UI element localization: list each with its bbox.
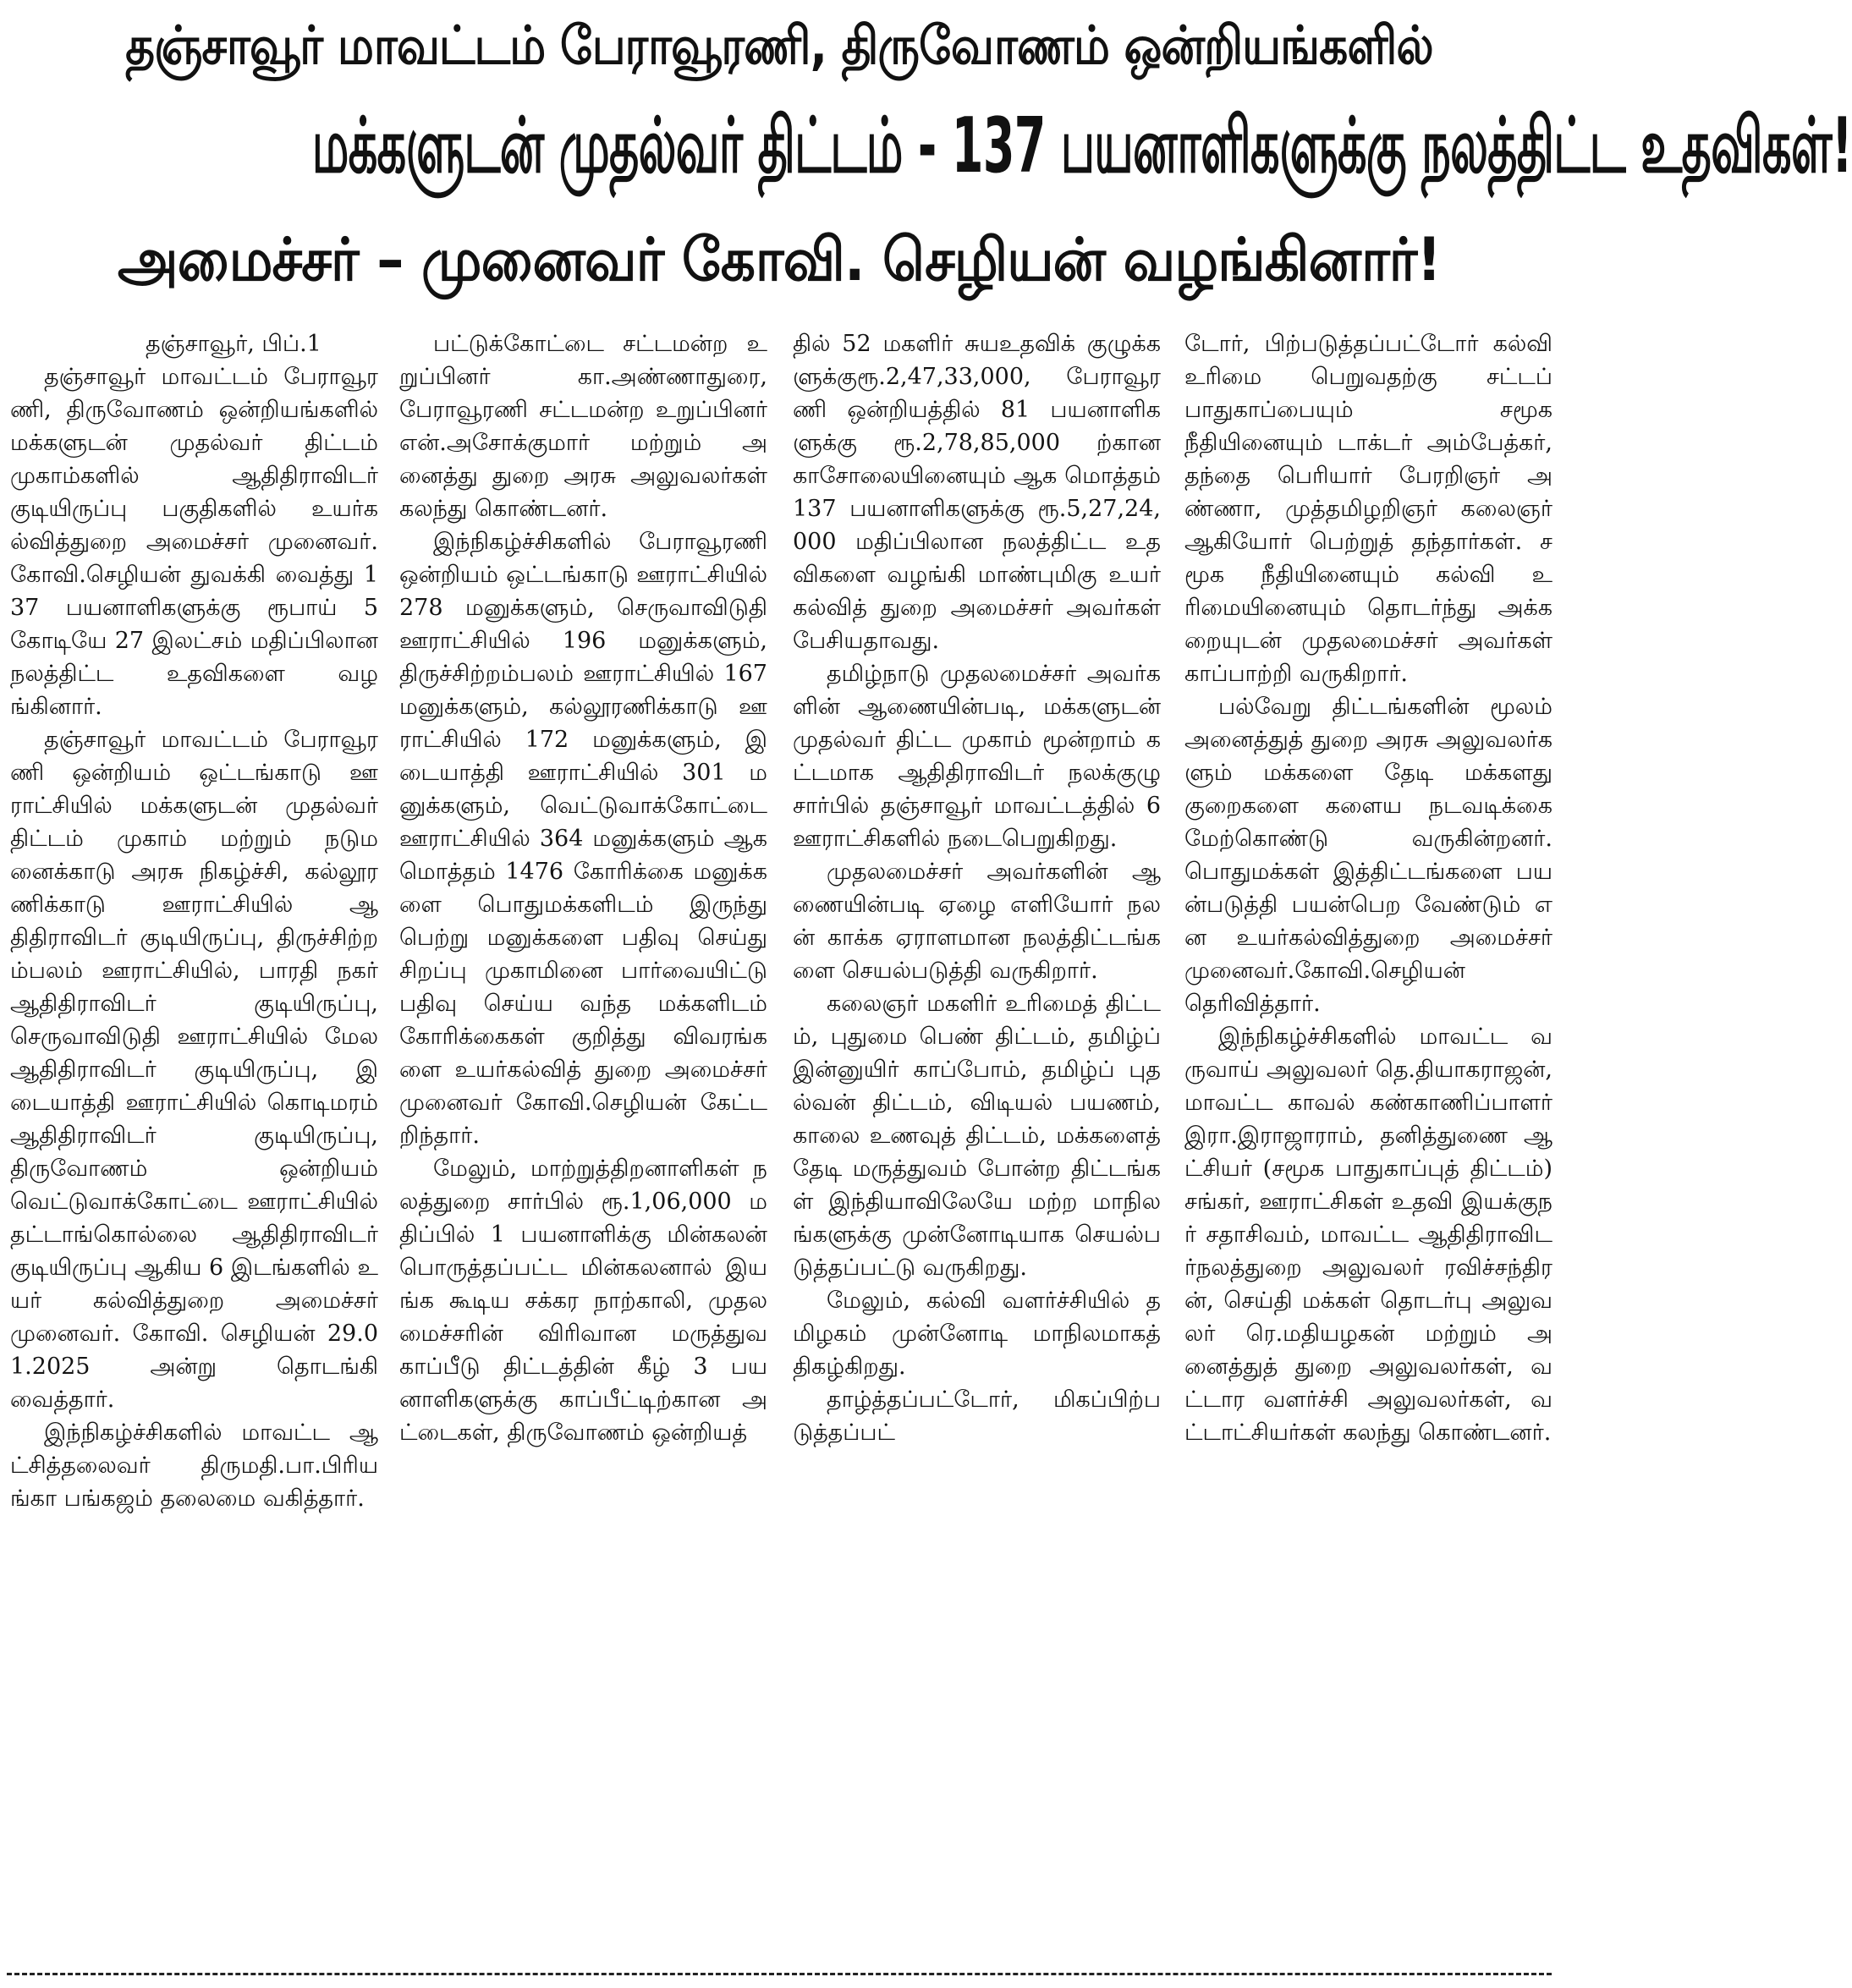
paragraph: தஞ்சாவூர் மாவட்டம் பேராவூரணி, திருவோணம் ஒன்றியங்களில் மக்களுடன் முதல்வர் திட்டம் முகாம்களில் ஆதிதிராவிடர் குடியிருப்பு பகுதிகளில் உயர்கல்வித்துறை அமைச்சர் முனைவர். கோவி.செழியன் துவக்கி வைத்து 137 பயனாளிகளுக்கு ரூபாய் 5 கோடியே 27 இலட்சம் மதிப்பிலான நலத்திட்ட உதவிகளை வழங்கினார். [10,364,378,720]
paragraph: தமிழ்நாடு முதலமைச்சர் அவர்களின் ஆணையின்படி, மக்களுடன் முதல்வர் திட்ட முகாம் மூன்றாம் கட்டமாக ஆதிதிராவிடர் நலக்குழு சார்பில் தஞ்சாவூர் மாவட்டத்தில் 6 ஊராட்சிகளில் நடைபெறுகிறது. [793,661,1161,852]
paragraph: தஞ்சாவூர் மாவட்டம் பேராவூரணி ஒன்றியம் ஒட்டங்காடு ஊராட்சியில் மக்களுடன் முதல்வர் திட்டம் முகாம் மற்றும் நடுமனைக்காடு அரசு நிகழ்ச்சி, கல்லூரணிக்காடு ஊராட்சியில் ஆதிதிராவிடர் குடியிருப்பு, திருச்சிற்றம்பலம் ஊராட்சியில், பாரதி நகர் ஆதிதிராவிடர் குடியிருப்பு, செருவாவிடுதி ஊராட்சியில் மேல ஆதிதிராவிடர் குடியிருப்பு, இடையாத்தி ஊராட்சியில் கொடிமரம் ஆதிதிராவிடர் குடியிருப்பு, திருவோணம் ஒன்றியம் வெட்டுவாக்கோட்டை ஊராட்சியில் தட்டாங்கொல்லை ஆதிதிராவிடர் குடியிருப்பு ஆகிய 6 இடங்களில் உயர் கல்வித்துறை அமைச்சர் முனைவர். கோவி. செழியன் 29.01.2025 அன்று தொடங்கி வைத்தார். [10,727,378,1413]
paragraph: தில் 52 மகளிர் சுயஉதவிக் குழுக்களுக்குரூ.2,47,33,000, பேராவூரணி ஒன்றியத்தில் 81 பயனாளிகளுக்கு ரூ.2,78,85,000 ற்கான காசோலையினையும் ஆக மொத்தம் 137 பயனாளிகளுக்கு ரூ.5,27,24,000 மதிப்பிலான நலத்திட்ட உதவிகளை வழங்கி மாண்புமிகு உயர் கல்வித் துறை அமைச்சர் அவர்கள் பேசியதாவது. [793,331,1161,654]
paragraph: கலைஞர் மகளிர் உரிமைத் திட்டம், புதுமை பெண் திட்டம், தமிழ்ப் இன்னுயிர் காப்போம், தமிழ்ப் புதல்வன் திட்டம், விடியல் பயணம், காலை உணவுத் திட்டம், மக்களைத் தேடி மருத்துவம் போன்ற திட்டங்கள் இந்தியாவிலேயே மற்ற மாநிலங்களுக்கு முன்னோடியாக செயல்படுத்தப்பட்டு வருகிறது. [793,991,1161,1281]
paragraph: தாழ்த்தப்பட்டோர், மிகப்பிற்படுத்தப்பட் [793,1387,1161,1446]
paragraph: மேலும், மாற்றுத்திறனாளிகள் நலத்துறை சார்பில் ரூ.1,06,000 மதிப்பில் 1 பயனாளிக்கு மின்கலன் பொருத்தப்பட்ட மின்கலனால் இயங்க கூடிய சக்கர நாற்காலி, முதலமைச்சரின் விரிவான மருத்துவ காப்பீடு திட்டத்தின் கீழ் 3 பயனாளிகளுக்கு காப்பீட்டிற்கான அட்டைகள், திருவோணம் ஒன்றியத் [399,1156,767,1446]
paragraph: பல்வேறு திட்டங்களின் மூலம் அனைத்துத் துறை அரசு அலுவலர்களும் மக்களை தேடி மக்களது குறைகளை களைய நடவடிக்கை மேற்கொண்டு வருகின்றனர். பொதுமக்கள் இத்திட்டங்களை பயன்படுத்தி பயன்பெற வேண்டும் என உயர்கல்வித்துறை அமைச்சர் முனைவர்.கோவி.செழியன் தெரிவித்தார். [1184,694,1552,1017]
paragraph: டோர், பிற்படுத்தப்பட்டோர் கல்வி உரிமை பெறுவதற்கு சட்டப் பாதுகாப்பையும் சமூக நீதியினையும் டாக்டர் அம்பேத்கர், தந்தை பெரியார் பேரறிஞர் அண்ணா, முத்தமிழறிஞர் கலைஞர் ஆகியோர் பெற்றுத் தந்தார்கள். சமூக நீதியினையும் கல்வி உரிமையினையும் தொடர்ந்து அக்கறையுடன் முதலமைச்சர் அவர்கள் காப்பாற்றி வருகிறார். [1184,331,1552,687]
article-column-3 [793,327,1161,1943]
dateline: தஞ்சாவூர், பிப்.1 [146,331,321,357]
article-column-4 [1184,327,1552,1943]
main-headline: மக்களுடன் முதல்வர் திட்டம் - 137 பயனாளிகளுக்கு நலத்திட்ட உதவிகள்! [311,102,1852,190]
paragraph: இந்நிகழ்ச்சிகளில் பேராவூரணி ஒன்றியம் ஒட்டங்காடு ஊராட்சியில் 278 மனுக்களும், செருவாவிடுதி ஊராட்சியில் 196 மனுக்களும், திருச்சிற்றம்பலம் ஊராட்சியில் 167 மனுக்களும், கல்லூரணிக்காடு ஊராட்சியில் 172 மனுக்களும், இடையாத்தி ஊராட்சியில் 301 மனுக்களும், வெட்டுவாக்கோட்டை ஊராட்சியில் 364 மனுக்களும் ஆக மொத்தம் 1476 கோரிக்கை மனுக்களை பொதுமக்களிடம் இருந்து பெற்று மனுக்களை பதிவு செய்து சிறப்பு முகாமினை பார்வையிட்டு பதிவு செய்ய வந்த மக்களிடம் கோரிக்கைகள் குறித்து விவரங்களை உயர்கல்வித் துறை அமைச்சர் முனைவர் கோவி.செழியன் கேட்டறிந்தார். [399,529,767,1149]
paragraph: மேலும், கல்வி வளர்ச்சியில் தமிழகம் முன்னோடி மாநிலமாகத் திகழ்கிறது. [793,1288,1161,1380]
kicker-headline: தஞ்சாவூர் மாவட்டம் பேராவூரணி, திருவோணம் ஒன்றியங்களில் [125,14,1433,76]
paragraph: இந்நிகழ்ச்சிகளில் மாவட்ட வருவாய் அலுவலர் தெ.தியாகராஜன், மாவட்ட காவல் கண்காணிப்பாளர் இரா.இராஜாராம், தனித்துணை ஆட்சியர் (சமூக பாதுகாப்புத் திட்டம்) சங்கர், ஊராட்சிகள் உதவி இயக்குநர் சதாசிவம், மாவட்ட ஆதிதிராவிடர்நலத்துறை அலுவலர் ரவிச்சந்திரன், செய்தி மக்கள் தொடர்பு அலுவலர் ரெ.மதியழகன் மற்றும் அனைத்துத் துறை அலுவலர்கள், வட்டார வளர்ச்சி அலுவலர்கள், வட்டாட்சியர்கள் கலந்து கொண்டனர். [1184,1024,1552,1446]
article-column-2 [399,327,767,1943]
article-column-1 [10,327,378,1943]
paragraph: இந்நிகழ்ச்சிகளில் மாவட்ட ஆட்சித்தலைவர் திருமதி.பா.பிரியங்கா பங்கஜம் தலைமை வகித்தார். [10,1420,378,1512]
dashed-divider [7,1973,1552,1975]
paragraph: முதலமைச்சர் அவர்களின் ஆணையின்படி ஏழை எளியோர் நலன் காக்க ஏராளமான நலத்திட்டங்களை செயல்படுத்தி வருகிறார். [793,859,1161,984]
sub-headline: அமைச்சர் – முனைவர் கோவி. செழியன் வழங்கினார்! [118,225,1441,294]
paragraph: பட்டுக்கோட்டை சட்டமன்ற உறுப்பினர் கா.அண்ணாதுரை, பேராவூரணி சட்டமன்ற உறுப்பினர் என்.அசோக்குமார் மற்றும் அனைத்து துறை அரசு அலுவலர்கள் கலந்து கொண்டனர். [399,331,767,522]
